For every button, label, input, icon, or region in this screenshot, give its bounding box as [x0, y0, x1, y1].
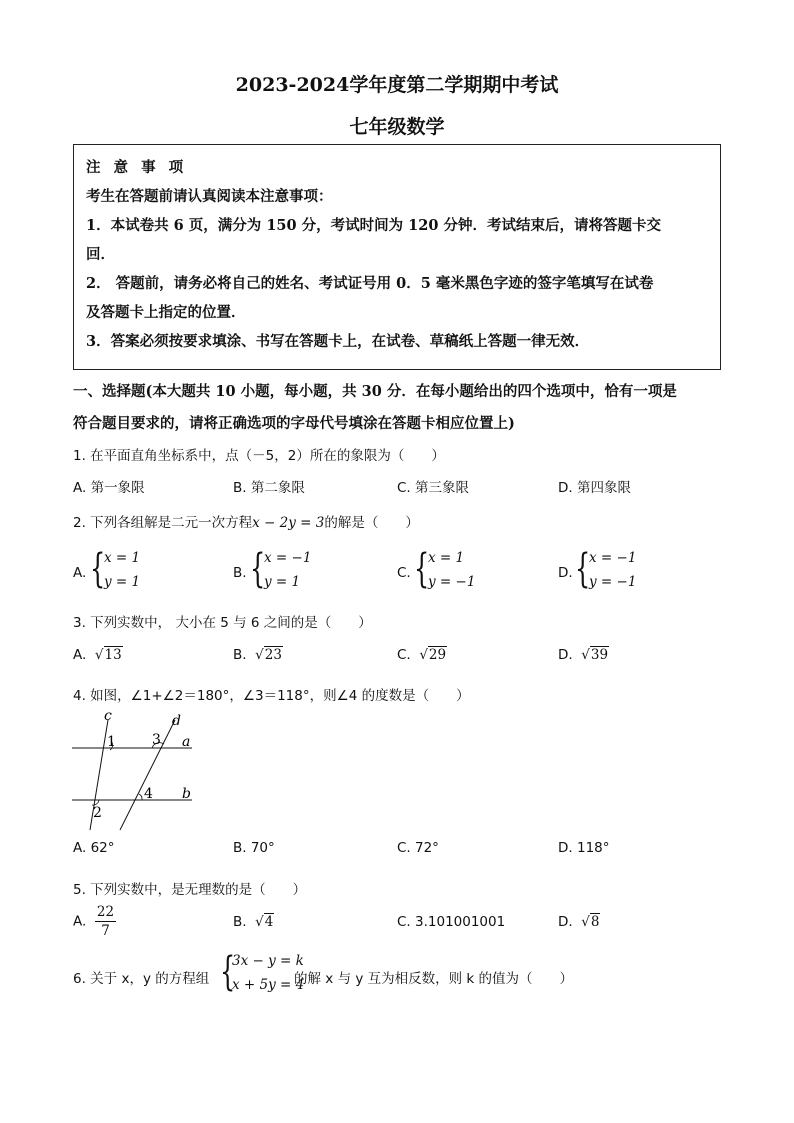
question-4-stem: 4. 如图，∠1+∠2＝180°，∠3＝118°，则∠4 的度数是（ ）: [73, 688, 470, 704]
exam-title: 2023-2024学年度第二学期期中考试: [235, 74, 559, 96]
q2-stem-b: 的解是（ ）: [324, 515, 419, 531]
q4-option-a: A. 62°: [73, 840, 115, 856]
q5-option-a: A. $\frac{22}{7}$: [73, 904, 115, 939]
label-a: a: [182, 734, 191, 750]
exam-subtitle: 七年级数学: [349, 116, 445, 138]
q4-parallel-lines-figure: [70, 708, 200, 833]
notice-item-2-cont: 及答题卡上指定的位置．: [86, 304, 246, 321]
question-3-stem: 3. 下列实数中， 大小在 5 与 6 之间的是（ ）: [73, 615, 372, 631]
q3-option-b: B. √23: [233, 647, 282, 663]
notice-item-2: 2． 答题前，请务必将自己的姓名、考试证号用 0．5 毫米黑色字迹的签字笔填写在试卷: [86, 275, 654, 292]
label-angle-2: 2: [93, 805, 102, 821]
line-d: [120, 720, 175, 830]
q2-option-b-system: { x = −1 y = 1: [250, 546, 312, 592]
notice-heading: 注 意 事 项: [86, 159, 188, 176]
notice-item-1-cont: 回．: [86, 246, 115, 263]
notice-item-3: 3．答案必须按要求填涂、书写在答题卡上，在试卷、草稿纸上答题一律无效．: [86, 333, 590, 350]
q5-option-b: B. √4: [233, 914, 274, 930]
q4-option-b: B. 70°: [233, 840, 275, 856]
q2-option-c-label: C.: [397, 565, 411, 581]
q2-option-d-label: D.: [558, 565, 573, 581]
label-d: d: [172, 713, 181, 729]
q1-option-a: A. 第一象限: [73, 480, 145, 496]
question-5-stem: 5. 下列实数中，是无理数的是（ ）: [73, 882, 307, 898]
label-angle-4: 4: [144, 786, 153, 802]
q1-option-b: B. 第二象限: [233, 480, 305, 496]
q2-option-a-system: { x = 1 y = 1: [90, 546, 141, 592]
label-angle-1: 1: [107, 734, 116, 750]
q2-option-b-label: B.: [233, 565, 247, 581]
notice-box: [73, 144, 721, 370]
label-angle-3: 3: [152, 732, 161, 748]
question-1-stem: 1. 在平面直角坐标系中，点（－5，2）所在的象限为（ ）: [73, 448, 445, 464]
question-6-stem-a: 6. 关于 x，y 的方程组: [73, 971, 210, 987]
q5-fraction: $\frac{22}{7}$: [96, 904, 115, 939]
question-2-stem: [73, 511, 419, 531]
q2-option-d-system: { x = −1 y = −1: [575, 546, 637, 592]
q2-stem-a: 2. 下列各组解是二元一次方程: [73, 515, 253, 531]
q5-option-d: D. √8: [558, 914, 600, 930]
q3-option-a: A. √13: [73, 647, 122, 663]
q2-option-a-label: A.: [73, 565, 87, 581]
q3-option-d: D. √39: [558, 647, 609, 663]
angle-4-arc: [139, 794, 142, 800]
q3-option-c: C. √29: [397, 647, 447, 663]
q2-option-c-system: { x = 1 y = −1: [414, 546, 476, 592]
question-6-stem-b: 的解 x 与 y 互为相反数，则 k 的值为（ ）: [294, 971, 574, 987]
notice-intro: 考生在答题前请认真阅读本注意事项：: [86, 188, 333, 205]
q5-option-c: C. 3.101001001: [397, 914, 506, 930]
label-b: b: [182, 786, 191, 802]
section-heading-line2: 符合题目要求的，请将正确选项的字母代号填涂在答题卡相应位置上): [73, 415, 515, 432]
q1-option-c: C. 第三象限: [397, 480, 470, 496]
notice-item-1: 1．本试卷共 6 页，满分为 150 分，考试时间为 120 分钟．考试结束后，请将答题卡交: [86, 217, 661, 234]
q4-option-c: C. 72°: [397, 840, 439, 856]
section-heading-line1: 一、选择题(本大题共 10 小题，每小题，共 30 分．在每小题给出的四个选项中，恰有一项是: [73, 383, 677, 400]
q1-option-d: D. 第四象限: [558, 480, 631, 496]
q4-option-d: D. 118°: [558, 840, 610, 856]
q2-equation: x − 2y = 3: [252, 515, 325, 531]
label-c: c: [104, 708, 112, 724]
q6-equation-system: { 3x − y = k x + 5y = 4: [220, 949, 305, 995]
